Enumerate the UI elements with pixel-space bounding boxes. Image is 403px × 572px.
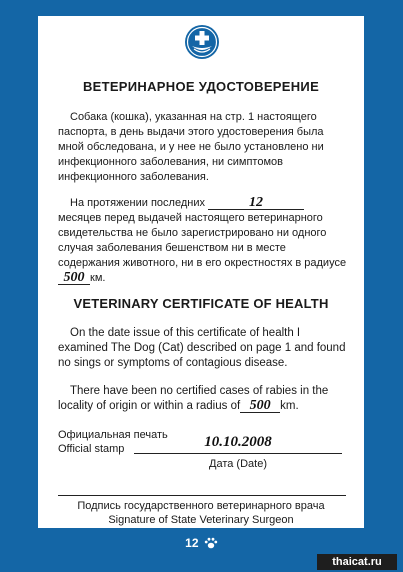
months-blank <box>208 197 304 210</box>
signature-line <box>58 494 346 496</box>
radius-en-unit: km. <box>280 400 299 412</box>
radius-ru-unit: км. <box>90 272 106 284</box>
months-prefix: На протяжении последних <box>70 197 205 209</box>
radius-en-blank <box>240 400 280 413</box>
paragraph-ru-1 <box>58 110 348 185</box>
months-value: 12 <box>249 195 264 210</box>
paragraph-en-2 <box>58 384 348 414</box>
stamp-label-ru: Официальная печать <box>58 429 168 441</box>
signature-caption-en: Signature of State Veterinary Surgeon <box>108 514 294 526</box>
date-line <box>134 434 342 454</box>
paragraph-en-2-text: There have been no certified cases of rabies in the locality of origin or within a radius of <box>58 385 329 412</box>
date-value: 10.10.2008 <box>204 434 272 450</box>
signature-caption <box>38 499 364 527</box>
veterinary-emblem-icon <box>184 24 220 60</box>
page-number: 12 <box>185 536 199 550</box>
signature-caption-ru: Подпись государственного ветеринарного врача <box>77 500 325 512</box>
page-footer <box>0 536 403 550</box>
paragraph-ru-2-text: месяцев перед выдачей настоящего ветеринарного свидетельства не было зарегистрировано ни одного случая заболевания бешенством ни в месте содержания животного, ни в его окрестностях в радиусе <box>58 212 347 269</box>
stamp-label-en: Official stamp <box>58 443 125 455</box>
paragraph-en-1-text: On the date issue of this certificate of health I examined The Dog (Cat) described on page 1 and found no sings or symptoms of contagious disease. <box>58 327 346 369</box>
radius-en-value: 500 <box>249 398 271 413</box>
title-en: VETERINARY CERTIFICATE OF HEALTH <box>73 296 329 311</box>
radius-ru-blank <box>58 272 90 285</box>
title-ru: ВЕТЕРИНАРНОЕ УДОСТОВЕРЕНИЕ <box>82 79 320 94</box>
paw-icon <box>204 537 218 549</box>
watermark: thaicat.ru <box>317 554 397 570</box>
paragraph-ru-2 <box>58 196 348 286</box>
paragraph-ru-1-text: Собака (кошка), указанная на стр. 1 настоящего паспорта, в день выдачи этого удостоверения была мной обследована, и у нее не было установлено ни инфекционного заболевания, ни симптомов инфекционного заболевания. <box>58 111 324 183</box>
radius-ru-value: 500 <box>63 270 85 285</box>
paragraph-en-1 <box>58 326 348 371</box>
date-caption: Дата (Date) <box>209 458 267 470</box>
